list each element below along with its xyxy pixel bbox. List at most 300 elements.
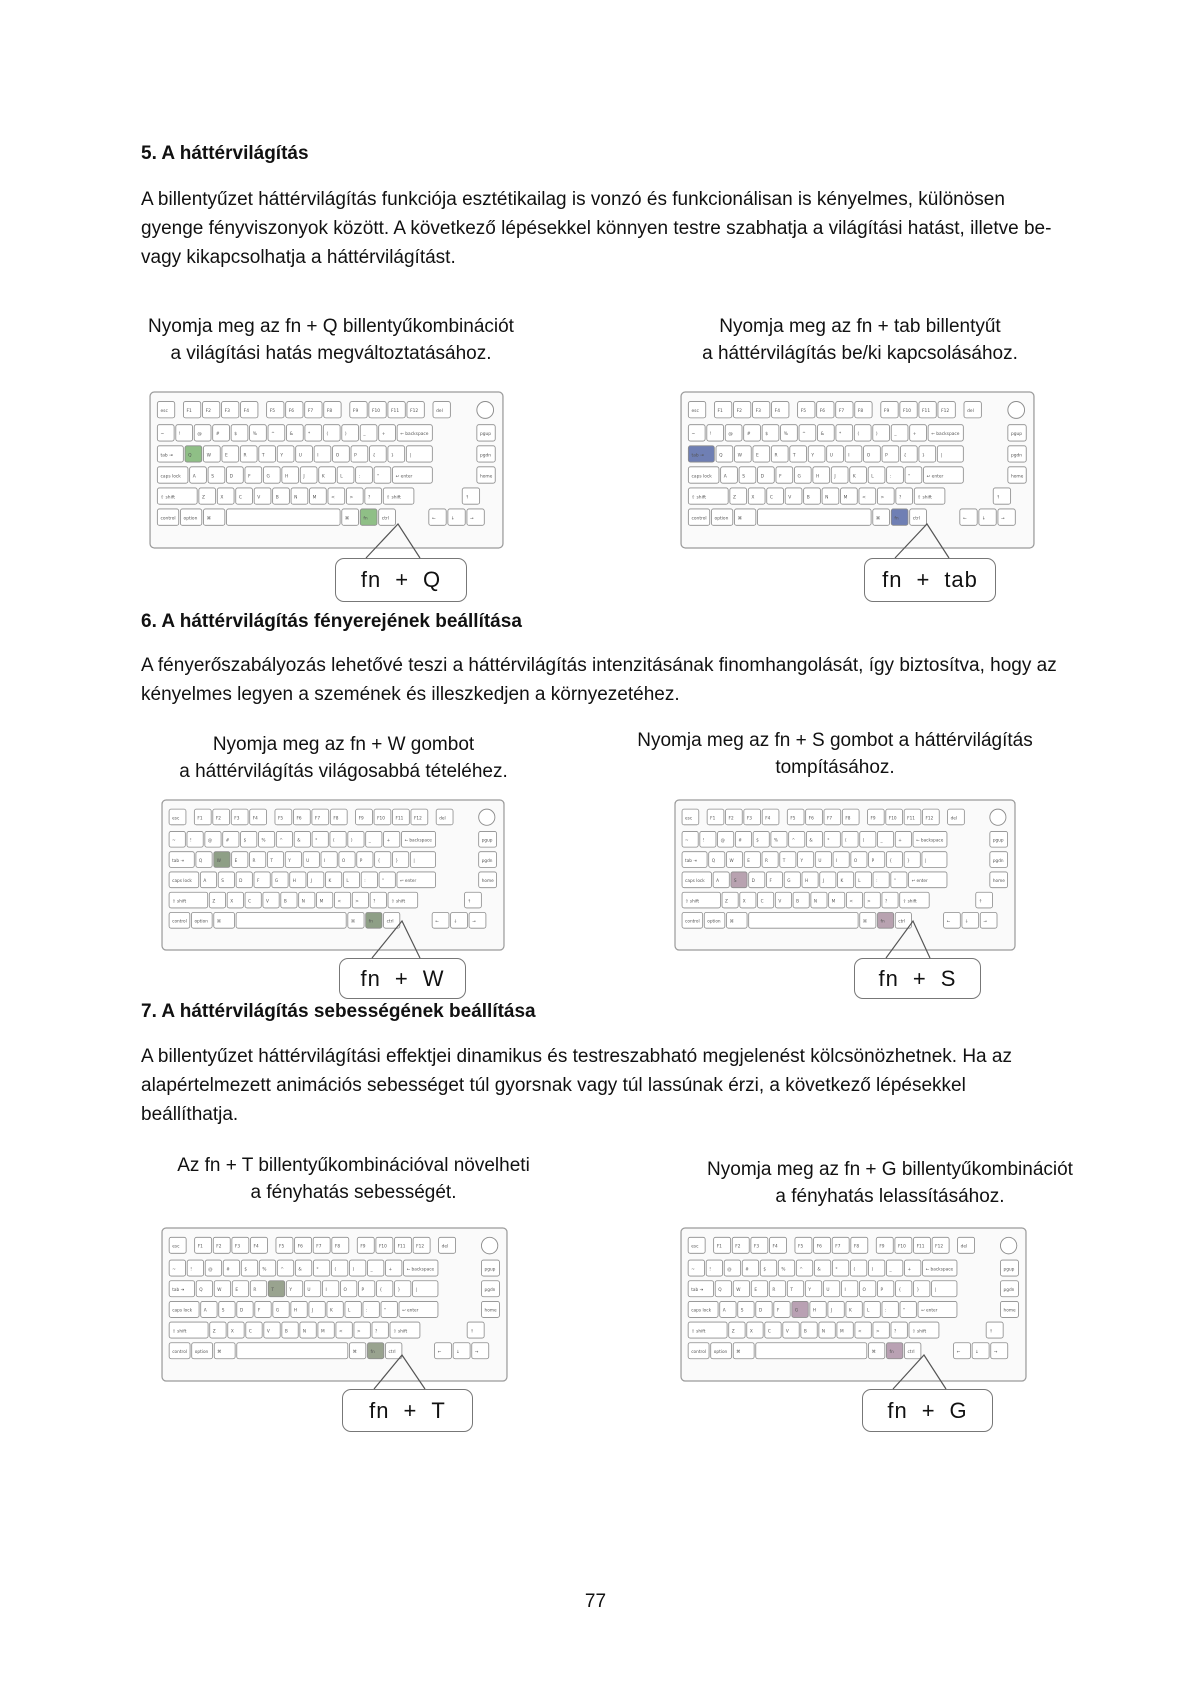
keycap-label: W bbox=[206, 453, 211, 459]
keycap-label: S bbox=[221, 879, 224, 885]
keycap-label: X bbox=[230, 1329, 234, 1335]
keycap-label: pgdn bbox=[484, 1288, 496, 1294]
keycap-label: F6 bbox=[816, 1244, 822, 1250]
keycap-label: F12 bbox=[413, 816, 422, 822]
section-6-paragraph: A fényerőszabályozás lehetővé teszi a háttérvilágítás intenzitásának finomhangolását, így biztosítva, hogy az kényelmes legyen a szemének és illeszkedjen a környezetéhez. bbox=[141, 655, 1057, 705]
keycap-label: Q bbox=[199, 1288, 203, 1294]
keycap-label: A bbox=[716, 878, 720, 884]
keycap-label: F9 bbox=[879, 1244, 885, 1250]
keycap-label: B bbox=[796, 898, 800, 904]
keycap-label: P bbox=[361, 1288, 365, 1294]
caption-line: tompításához. bbox=[775, 757, 895, 778]
keycap-label: Z bbox=[201, 495, 205, 501]
keycap-label: F8 bbox=[845, 815, 851, 821]
keycap-label: | bbox=[415, 1288, 418, 1294]
keycap-label: # bbox=[745, 1267, 749, 1273]
keycap-label: } bbox=[391, 453, 394, 459]
keycap-label: U bbox=[307, 1288, 311, 1294]
keycap-label: F9 bbox=[883, 409, 890, 415]
keycap-label: L bbox=[866, 1308, 870, 1314]
keycap-label: # bbox=[746, 432, 751, 438]
keycap-label: fn bbox=[894, 516, 899, 522]
keycap-label: tab ⇥ bbox=[160, 453, 173, 459]
keycap-label: E bbox=[235, 1288, 239, 1294]
keycap-label: I bbox=[317, 453, 319, 459]
keycap-label: & bbox=[298, 1267, 302, 1273]
keycap-label: ctrl bbox=[388, 1350, 396, 1356]
keycap-label: ( bbox=[332, 838, 335, 844]
keycap-label: Q bbox=[198, 858, 203, 864]
keycap-label: esc bbox=[172, 1244, 180, 1250]
keycap-label: O bbox=[866, 453, 871, 459]
keycap-label: D bbox=[751, 878, 755, 884]
keycap-label: tab ⇥ bbox=[685, 857, 697, 863]
keycap-label: } bbox=[922, 453, 925, 459]
keycap-label: X bbox=[220, 495, 224, 501]
keycap-label: ^ bbox=[279, 838, 283, 844]
keycap-label: O bbox=[862, 1288, 866, 1294]
keycap-label: % bbox=[262, 1267, 267, 1273]
keycap-label: control bbox=[685, 918, 700, 924]
keycap-label: { bbox=[889, 857, 893, 863]
section-6-heading: 6. A háttérvilágítás fényerejének beállítása bbox=[141, 611, 522, 632]
keycap-label: fn bbox=[889, 1350, 894, 1356]
keycap-label: ↑ bbox=[465, 495, 470, 501]
keycap-label: ⇧ shift bbox=[917, 495, 932, 501]
keycap-label: J bbox=[830, 1308, 833, 1314]
keycap-label: & bbox=[820, 432, 825, 438]
keycap-label: G bbox=[794, 1308, 799, 1314]
keycap-label: " bbox=[893, 878, 896, 884]
keycap-label: : bbox=[364, 879, 366, 885]
keycap-label: F3 bbox=[234, 816, 240, 822]
keycap-label: D bbox=[760, 474, 765, 480]
keycap-label: B bbox=[803, 1329, 807, 1335]
keycap-label: J bbox=[310, 879, 312, 885]
keycap-label: B bbox=[283, 899, 287, 905]
keycap-label: Q bbox=[711, 857, 716, 863]
keycap-label: # bbox=[215, 432, 220, 438]
keycap-label: → bbox=[474, 1350, 479, 1356]
keycap-label: S bbox=[740, 1308, 744, 1314]
keycap-label: F12 bbox=[935, 1244, 944, 1250]
keycap-label: ↑ bbox=[989, 1329, 993, 1335]
keycap-label: K bbox=[848, 1308, 852, 1314]
keycap-label: ↑ bbox=[467, 899, 472, 905]
keycap-label: ~ bbox=[160, 432, 165, 438]
keycap-label: pgup bbox=[484, 1267, 496, 1273]
keycap-label: ↩ enter bbox=[402, 1308, 419, 1314]
keycap-label: C bbox=[248, 899, 252, 905]
keycap-label: _ bbox=[368, 838, 371, 844]
keycap-label: control bbox=[691, 516, 707, 522]
keycap-label: < bbox=[862, 495, 866, 501]
keycap-label: @ bbox=[727, 1267, 732, 1273]
keycap-label: F9 bbox=[870, 815, 876, 821]
keycap-label: F2 bbox=[205, 409, 211, 415]
keycap-label: F8 bbox=[334, 1244, 341, 1250]
keycap-label: F5 bbox=[798, 1244, 804, 1250]
keycap-label: G bbox=[275, 1308, 280, 1314]
keycap-label: > bbox=[880, 495, 885, 501]
keycap-label: G bbox=[274, 879, 279, 885]
keycap-label: F bbox=[257, 879, 260, 885]
keycap-label: } bbox=[395, 858, 399, 864]
keycap-label: ⌘ bbox=[736, 1350, 741, 1356]
keycap-label: ^ bbox=[271, 432, 275, 438]
keycap-label: esc bbox=[160, 409, 168, 415]
keycap-label: F12 bbox=[410, 409, 419, 415]
keycap-label: N bbox=[813, 898, 818, 904]
keycap-label: pgup bbox=[1010, 432, 1023, 438]
keycap-label: caps lock bbox=[172, 1308, 193, 1314]
keycap-label: fn bbox=[363, 516, 368, 522]
keycap-label: E bbox=[225, 453, 228, 459]
keycap-label: F7 bbox=[314, 816, 321, 822]
keycap-label: F12 bbox=[925, 815, 934, 821]
keycap-label: F2 bbox=[735, 1244, 741, 1250]
keycap-label: F1 bbox=[186, 409, 192, 415]
keycap-label: caps lock bbox=[172, 879, 192, 885]
keycap-label: ⌘ bbox=[216, 919, 222, 925]
keycap-label: home bbox=[481, 879, 494, 885]
keycap-label: caps lock bbox=[685, 878, 705, 884]
pointer-line bbox=[366, 524, 420, 558]
keycap-label: S bbox=[733, 878, 737, 884]
caption-line: a háttérvilágítás be/ki kapcsolásához. bbox=[702, 343, 1018, 364]
keycap-label: F7 bbox=[307, 409, 314, 415]
keycap-label: F3 bbox=[234, 1244, 241, 1250]
pointer-line bbox=[895, 524, 949, 558]
keycap-label: J bbox=[303, 474, 305, 480]
keycap-label: _ bbox=[370, 1267, 373, 1273]
keycap-label: } bbox=[397, 1288, 401, 1294]
keycap-label: ⇧ shift bbox=[391, 899, 406, 905]
keycap-label: F8 bbox=[853, 1244, 860, 1250]
keycap-label: F5 bbox=[800, 409, 807, 415]
keycap-label: X bbox=[230, 899, 234, 905]
keycap-label: → bbox=[983, 918, 987, 924]
keycap-label: tab ⇥ bbox=[172, 1288, 185, 1294]
keycap-label: T bbox=[270, 858, 274, 864]
keycap-label: < bbox=[849, 898, 853, 904]
keycap-label: $ bbox=[765, 432, 769, 438]
keycap-label: A bbox=[203, 879, 207, 885]
keycap-label: G bbox=[787, 878, 791, 884]
keycap-label: ⌘ bbox=[862, 918, 867, 924]
keycap-label: " bbox=[382, 879, 385, 885]
keycap-label: M bbox=[839, 1329, 844, 1335]
keycap-label: R bbox=[243, 453, 247, 459]
keycap-label: P bbox=[885, 453, 888, 459]
keycap-label: F11 bbox=[922, 409, 931, 415]
page-number: 77 bbox=[584, 1591, 607, 1612]
keycap-label: del bbox=[960, 1244, 968, 1250]
keycap-label: V bbox=[788, 495, 792, 501]
keycap-label: D bbox=[239, 879, 243, 885]
caption-line: Nyomja meg az fn + S gombot a háttérvilágítás bbox=[637, 730, 1033, 751]
keycap-label: { bbox=[372, 453, 376, 459]
keycap-label: control bbox=[172, 919, 187, 925]
keycap-label: # bbox=[226, 1267, 230, 1273]
keycap-label: : bbox=[885, 1308, 887, 1314]
keycap-label: del bbox=[967, 409, 974, 415]
keycap-label: Z bbox=[212, 899, 216, 905]
keycap-label: T bbox=[261, 453, 265, 459]
keycap-label: ⇧ shift bbox=[160, 495, 175, 501]
pointer-line bbox=[893, 1355, 946, 1389]
keycap-label: | bbox=[924, 857, 927, 863]
keycap-label: ! bbox=[190, 838, 192, 844]
keycap-label: F12 bbox=[416, 1244, 425, 1250]
keycap-label: control bbox=[691, 1350, 707, 1356]
keycap-label: } bbox=[916, 1288, 920, 1294]
keycap-label: E bbox=[234, 858, 238, 864]
keycap-label: S bbox=[742, 474, 745, 480]
keycap-label: F9 bbox=[352, 409, 359, 415]
keycap-label: Z bbox=[732, 495, 736, 501]
pointer-line bbox=[886, 918, 930, 958]
keycap-label: ⇧ shift bbox=[172, 1329, 187, 1335]
keycap-label: N bbox=[302, 1329, 307, 1335]
keycap-label: del bbox=[441, 1244, 449, 1250]
keycap-label: F1 bbox=[717, 409, 723, 415]
keycap-label: * bbox=[827, 837, 830, 843]
keycap-label: N bbox=[821, 1329, 826, 1335]
keycap-label: W bbox=[216, 858, 222, 864]
keycap-label: < bbox=[331, 495, 335, 501]
keycap-label: F7 bbox=[835, 1244, 841, 1250]
keycap-label: F12 bbox=[941, 409, 950, 415]
keycap-label: ← backspace bbox=[931, 432, 960, 438]
keycap-label: : bbox=[366, 1308, 368, 1314]
keycap-label: ⌘ bbox=[344, 516, 350, 522]
keycap-label: pgup bbox=[1003, 1267, 1015, 1273]
keycap-label: % bbox=[783, 432, 788, 438]
keycap-label: U bbox=[829, 453, 834, 459]
keycap-label: C bbox=[238, 495, 242, 501]
keycap-label: Y bbox=[811, 453, 815, 459]
keycap-label: option bbox=[713, 1350, 728, 1356]
keycap-label: H bbox=[292, 879, 296, 885]
keycap-label: ) bbox=[350, 838, 353, 844]
keycap-label: T bbox=[790, 1288, 793, 1294]
keycap-label: M bbox=[320, 1329, 325, 1335]
keycap-label: Q bbox=[188, 453, 192, 459]
keycap-label: F5 bbox=[790, 815, 796, 821]
keycap-label: F8 bbox=[326, 409, 333, 415]
keycap-label: N bbox=[294, 495, 298, 501]
combo-plus: + bbox=[921, 1397, 936, 1423]
keycap-label: I bbox=[848, 453, 850, 459]
keycap-label: ) bbox=[862, 837, 865, 843]
keycap-label: ) bbox=[344, 432, 347, 438]
keycap-label: % bbox=[773, 837, 778, 843]
keycap-label: F8 bbox=[857, 409, 864, 415]
keycap-label: F10 bbox=[371, 409, 381, 415]
keycap-label: { bbox=[903, 453, 907, 459]
keycap-label: ↓ bbox=[982, 516, 986, 522]
keycap-label: fn bbox=[368, 919, 373, 925]
keycap-label: K bbox=[840, 878, 844, 884]
keycap-label: | bbox=[934, 1288, 937, 1294]
combo-plus: + bbox=[403, 1397, 418, 1423]
keycap-label: ← backspace bbox=[404, 838, 432, 844]
keycap-label: Y bbox=[288, 858, 291, 864]
keycap-label: ~ bbox=[172, 1267, 176, 1273]
combo-key: W bbox=[422, 965, 445, 991]
keycap-label: @ bbox=[208, 1267, 213, 1273]
keycap-label: pgup bbox=[479, 432, 492, 438]
keycap-label: F4 bbox=[253, 1244, 259, 1250]
keycap-label: < bbox=[857, 1329, 862, 1335]
keycap-label: F9 bbox=[358, 816, 364, 822]
keycap-label: Z bbox=[731, 1329, 735, 1335]
keycap-label: ↑ bbox=[470, 1329, 474, 1335]
keycap-label: K bbox=[852, 474, 856, 480]
keycap-label: I bbox=[844, 1288, 846, 1294]
keycap-label: pgup bbox=[992, 837, 1004, 843]
keycap-label: → bbox=[993, 1350, 998, 1356]
keycap-label: ^ bbox=[280, 1267, 284, 1273]
keycap-label: ? bbox=[884, 898, 888, 904]
keycap-label: R bbox=[252, 858, 256, 864]
keycap-label: W bbox=[217, 1288, 222, 1294]
keycap-label: Y bbox=[800, 857, 804, 863]
keycap-label: pgup bbox=[481, 838, 493, 844]
keycap-label: * bbox=[839, 432, 842, 438]
section-5-paragraph: A billentyűzet háttérvilágítás funkciója esztétikailag is vonzó és funkcionálisan is kényelmes, különösen gyenge fényviszonyok között. A következő lépésekkel könnyen testre szabhatja a világítási hatást, illetve be- vagy kikapcsolhatja a háttérvilágítást. bbox=[141, 189, 1052, 268]
keycap-label: + bbox=[898, 837, 902, 843]
keycap-label: ← bbox=[946, 918, 951, 924]
keycap-label: tab ⇥ bbox=[691, 453, 704, 459]
keycap-label: L bbox=[871, 474, 874, 480]
keycap-label: ( bbox=[334, 1267, 337, 1273]
keycap-label: F1 bbox=[716, 1244, 722, 1250]
keycap-label: W bbox=[729, 857, 734, 863]
keycap-label: T bbox=[792, 453, 796, 459]
keycap-label: T bbox=[271, 1288, 274, 1294]
keycap-label: ( bbox=[853, 1267, 856, 1273]
keycap-label: C bbox=[769, 495, 773, 501]
keycap-label: ← bbox=[435, 919, 439, 925]
keycap-label: E bbox=[754, 1288, 758, 1294]
keycap-label: ? bbox=[894, 1329, 897, 1335]
keycap-label: esc bbox=[691, 1244, 699, 1250]
keycap-label: ↩ enter bbox=[395, 474, 413, 480]
keycap-label: D bbox=[239, 1308, 244, 1314]
keycap-label: tab ⇥ bbox=[691, 1288, 704, 1294]
keycap-label: ↓ bbox=[964, 918, 969, 924]
keycap-label: F11 bbox=[907, 815, 915, 821]
keycap-label: F3 bbox=[755, 409, 761, 415]
keycap-label: U bbox=[306, 858, 310, 864]
keycap-label: F8 bbox=[333, 816, 339, 822]
keycap-label: O bbox=[853, 857, 858, 863]
keycap-label: → bbox=[472, 919, 476, 925]
keycap-label: F2 bbox=[736, 409, 742, 415]
keycap-label: H bbox=[804, 878, 809, 884]
keycap-label: ? bbox=[898, 495, 902, 501]
keycap-label: ⌘ bbox=[875, 516, 881, 522]
keycap-label: B bbox=[275, 495, 279, 501]
keycap-label: ⇧ shift bbox=[386, 495, 401, 501]
keycap-label: F4 bbox=[772, 1244, 778, 1250]
keycap-label: P bbox=[871, 857, 875, 863]
keycap-label: > bbox=[355, 899, 359, 905]
keycap-label: $ bbox=[234, 432, 238, 438]
keycap-label: : bbox=[876, 878, 878, 884]
keycap-label: R bbox=[772, 1288, 776, 1294]
keycap-label: F7 bbox=[316, 1244, 322, 1250]
keycap-label: ↑ bbox=[996, 495, 1001, 501]
keycap-label: caps lock bbox=[691, 474, 712, 480]
keycap-label: option bbox=[714, 516, 729, 522]
keycap-label: > bbox=[349, 495, 354, 501]
keycap-label: del bbox=[439, 816, 446, 822]
keycap-label: V bbox=[266, 1329, 270, 1335]
keycap-label: { bbox=[377, 858, 381, 864]
keycap-label: B bbox=[284, 1329, 288, 1335]
keycap-label: J bbox=[822, 878, 825, 884]
keycap-label: " bbox=[384, 1308, 387, 1314]
keycap-label: ) bbox=[352, 1267, 355, 1273]
combo-plus: + bbox=[912, 965, 927, 991]
keycap-label: G bbox=[797, 474, 801, 480]
keycap-label: → bbox=[1001, 516, 1005, 522]
keycap-label: % bbox=[252, 432, 257, 438]
keycap-label: @ bbox=[207, 838, 213, 844]
keycap-label: F4 bbox=[252, 816, 258, 822]
keycap-label: L bbox=[347, 1308, 351, 1314]
keycap-label: del bbox=[950, 815, 958, 821]
keycap-label: A bbox=[722, 1308, 726, 1314]
keycap-label: F6 bbox=[297, 1244, 303, 1250]
keycap-label: ⇧ shift bbox=[172, 899, 187, 905]
keycap-label: T bbox=[782, 857, 786, 863]
keycap-label: > bbox=[357, 1329, 361, 1335]
keycap-label: H bbox=[812, 1308, 817, 1314]
keycap-label: caps lock bbox=[160, 474, 181, 480]
keycap-label: F11 bbox=[916, 1244, 925, 1250]
keycap-label: V bbox=[265, 899, 269, 905]
keycap-label: B bbox=[806, 495, 810, 501]
keycap-label: home bbox=[484, 1308, 497, 1314]
keycap-label: F bbox=[769, 878, 772, 884]
keycap-label: tab ⇥ bbox=[172, 858, 185, 864]
keycap-label: & bbox=[817, 1267, 821, 1273]
keycap-label: F2 bbox=[215, 816, 221, 822]
keycap-label: ctrl bbox=[907, 1350, 915, 1356]
keycap-label: option bbox=[194, 1350, 209, 1356]
keycap-label: home bbox=[1010, 474, 1024, 480]
keycap-label: M bbox=[312, 495, 317, 501]
keycap-label: F6 bbox=[808, 815, 814, 821]
keycap-label: del bbox=[436, 409, 443, 415]
keycap-label: ( bbox=[844, 837, 847, 843]
keycap-label: _ bbox=[363, 432, 366, 438]
caption-line: Az fn + T billentyűkombinációval növelheti bbox=[177, 1155, 530, 1176]
keycap-label: ← bbox=[962, 516, 967, 522]
keycap-label: F7 bbox=[827, 815, 833, 821]
keycap-label: ( bbox=[857, 432, 860, 438]
combo-key: Q bbox=[423, 567, 442, 592]
keycap-label: ^ bbox=[799, 1267, 803, 1273]
keycap-label: % bbox=[781, 1267, 786, 1273]
keycap-label: ctrl bbox=[386, 919, 394, 925]
keycap-label: ) bbox=[871, 1267, 874, 1273]
keycap-label: E bbox=[747, 857, 750, 863]
